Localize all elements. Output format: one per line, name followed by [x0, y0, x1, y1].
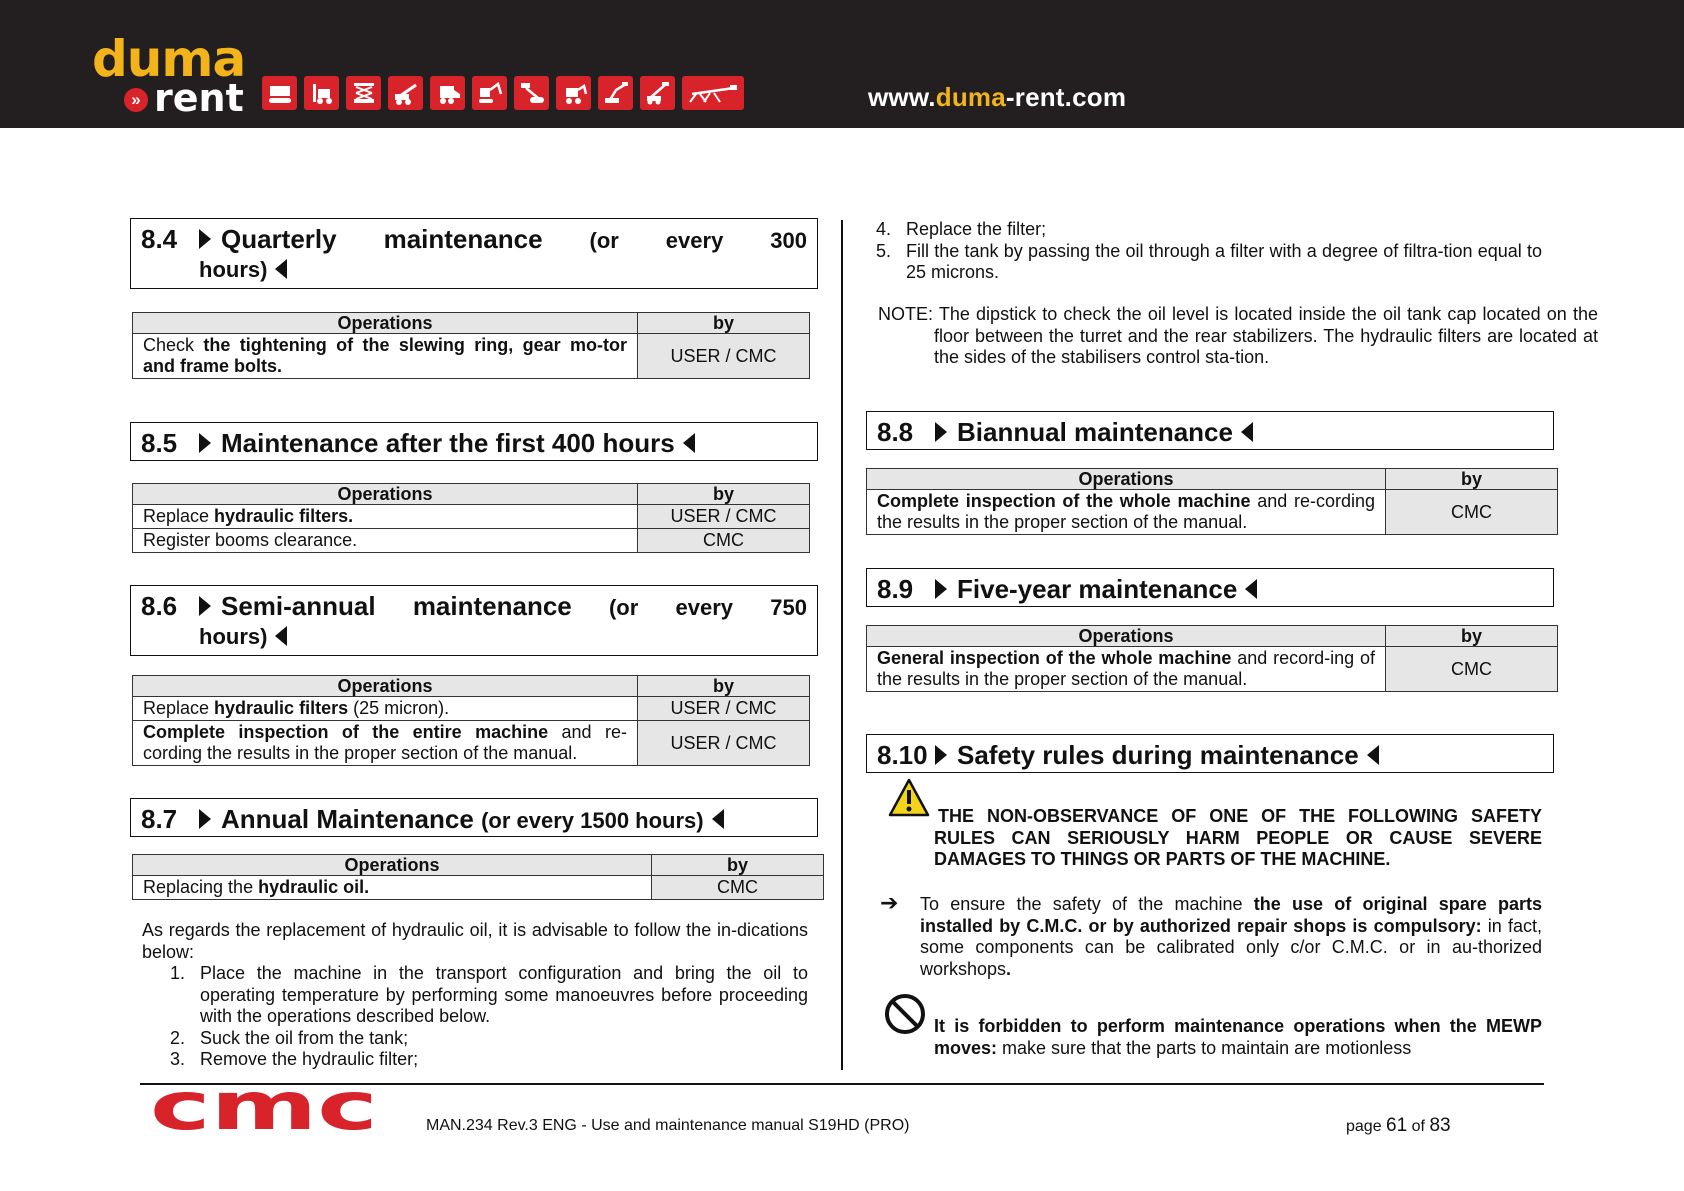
column-header-operations: Operations: [133, 484, 638, 505]
safety-rule-mewp-moves: It is forbidden to perform maintenance operations when the MEWP moves: make sure that the parts to maintain are motionless: [934, 1016, 1542, 1058]
scissor-lift-icon: [346, 76, 381, 110]
page-number: page 61 of 83: [1346, 1115, 1451, 1136]
telehandler-icon: [388, 76, 423, 110]
table-row: [133, 334, 810, 379]
list-item: 3. Remove the hydraulic filter;: [170, 1049, 419, 1069]
table-8-5: [132, 483, 810, 553]
forklift-icon: [304, 76, 339, 110]
table-8-9: [866, 625, 1558, 692]
section-8-8-heading: [866, 411, 1554, 450]
table-row: [133, 721, 810, 766]
warning-triangle-icon: [888, 778, 930, 818]
duma-logo-text: duma: [92, 30, 246, 88]
triangle-left-icon: [712, 809, 724, 829]
table-8-6: [132, 675, 810, 766]
dipstick-note: NOTE: The dipstick to check the oil level is located inside the oil tank cap located on the floor between the turret and the rear stabilizers. The hydraulic filters are located at the sides of the stabilisers control sta-tion.: [878, 304, 1598, 367]
column-header-by: by: [638, 484, 810, 505]
table-row: [133, 876, 824, 900]
column-header-by: by: [652, 855, 824, 876]
section-8-10-heading: [866, 734, 1554, 773]
list-item: 4. Replace the filter;: [876, 219, 1047, 239]
operation-cell: Replace hydraulic filters.: [133, 505, 638, 529]
rent-logo-text: rent: [154, 76, 244, 120]
column-header-operations: Operations: [867, 626, 1386, 647]
by-cell: CMC: [1386, 490, 1558, 535]
operation-cell: Complete inspection of the whole machine and re-cording the results in the proper section of the manual.: [867, 490, 1386, 535]
triangle-right-icon: [199, 229, 211, 249]
section-number: 8.7: [141, 804, 178, 834]
svg-text:cmc: cmc: [150, 1085, 378, 1133]
section-title: Safety rules during maintenance: [935, 740, 1543, 771]
triangle-left-icon: [275, 626, 287, 646]
by-cell: USER / CMC: [638, 697, 810, 721]
table-row: [133, 529, 810, 553]
section-title: Annual Maintenance (or every 1500 hours): [199, 804, 807, 835]
triangle-left-icon: [1241, 422, 1253, 442]
triangle-right-icon: [935, 422, 947, 442]
table-8-4: [132, 312, 810, 379]
section-8-9-heading: [866, 568, 1554, 607]
triangle-left-icon: [275, 259, 287, 279]
triangle-right-icon: [199, 433, 211, 453]
skid-steer-icon: [430, 76, 465, 110]
prohibition-icon: [883, 993, 929, 1035]
section-8-5-heading: [130, 422, 818, 461]
column-header-by: by: [638, 313, 810, 334]
mini-excavator-icon: [472, 76, 507, 110]
triangle-right-icon: [199, 809, 211, 829]
triangle-right-icon: [935, 745, 947, 765]
triangle-right-icon: [935, 579, 947, 599]
safety-warning-text: THE NON-OBSERVANCE OF ONE OF THE FOLLOWING SAFETY RULES CAN SERIOUSLY HARM PEOPLE OR CAUSE SEVERE DAMAGES TO THINGS OR PARTS OF THE MACHINE.: [934, 806, 1542, 869]
safety-rule-spare-parts: To ensure the safety of the machine the use of original spare parts installed by C.M.C. or by authorized repair shops is compulsory: in fact, some components can be calibrated only c/or C.M.C. or in au-thorized workshops.: [920, 894, 1543, 979]
column-header-by: by: [1386, 626, 1558, 647]
document-reference: MAN.234 Rev.3 ENG - Use and maintenance manual S19HD (PRO): [426, 1117, 910, 1134]
header-band: [0, 0, 1684, 128]
by-cell: USER / CMC: [638, 334, 810, 379]
section-title: Semi-annual maintenance (or every 750 hours): [199, 591, 807, 649]
spider-lift-icon: [682, 76, 744, 110]
column-header-operations: Operations: [133, 855, 652, 876]
section-8-7-heading: [130, 798, 818, 837]
triangle-left-icon: [683, 433, 695, 453]
backhoe-icon: [556, 76, 591, 110]
oil-replacement-intro: As regards the replacement of hydraulic oil, it is advisable to follow the in-dications below:: [142, 920, 808, 962]
by-cell: USER / CMC: [638, 721, 810, 766]
by-cell: CMC: [652, 876, 824, 900]
table-row: [133, 505, 810, 529]
operation-cell: General inspection of the whole machine and record-ing of the results in the proper section of the manual.: [867, 647, 1386, 692]
triangle-right-icon: [199, 596, 211, 616]
section-number: 8.5: [141, 428, 178, 458]
truck-boom-icon: [640, 76, 675, 110]
section-number: 8.10: [877, 740, 928, 770]
operation-cell: Replace hydraulic filters (25 micron).: [133, 697, 638, 721]
section-number: 8.4: [141, 224, 178, 254]
column-header-operations: Operations: [133, 313, 638, 334]
tracked-aerial-platform-icon: [514, 76, 549, 110]
cmc-logo: [150, 1085, 380, 1133]
by-cell: CMC: [638, 529, 810, 553]
operation-cell: Register booms clearance.: [133, 529, 638, 553]
section-number: 8.9: [877, 574, 914, 604]
section-title: Five-year maintenance: [935, 574, 1543, 605]
table-row: [133, 697, 810, 721]
oil-replacement-steps: [130, 963, 808, 1071]
table-row: [867, 647, 1558, 692]
table-row: [867, 490, 1558, 535]
triangle-left-icon: [1245, 579, 1257, 599]
table-8-8: [866, 468, 1558, 535]
column-header-by: by: [1386, 469, 1558, 490]
column-header-operations: Operations: [133, 676, 638, 697]
triangle-left-icon: [1367, 745, 1379, 765]
articulated-boom-icon: [598, 76, 633, 110]
section-8-4-heading: [130, 218, 818, 289]
section-title: Quarterly maintenance (or every 300 hours): [199, 224, 807, 282]
column-header-by: by: [638, 676, 810, 697]
by-cell: CMC: [1386, 647, 1558, 692]
list-item: 2. Suck the oil from the tank;: [170, 1027, 409, 1048]
section-number: 8.6: [141, 591, 178, 621]
section-title: Biannual maintenance: [935, 417, 1543, 448]
operation-cell: Check the tightening of the slewing ring, gear mo-tor and frame bolts.: [133, 334, 638, 379]
crawler-carrier-icon: [262, 76, 297, 110]
list-item: 1. Place the machine in the transport configuration and bring the oil to operating temperature by performing some manoeuvres before proceeding with the operations described below.: [170, 963, 808, 1026]
chevron-icon: »: [124, 88, 148, 112]
table-8-7: [132, 854, 824, 900]
list-item: 5. Fill the tank by passing the oil through a filter with a degree of filtra-tion equal to 25 microns.: [876, 240, 1542, 282]
section-number: 8.8: [877, 417, 914, 447]
by-cell: USER / CMC: [638, 505, 810, 529]
operation-cell: Complete inspection of the entire machine and re-cording the results in the proper section of the manual.: [133, 721, 638, 766]
section-title: Maintenance after the first 400 hours: [199, 428, 807, 459]
machine-icons-strip: [262, 76, 744, 110]
oil-replacement-steps-continued: [836, 219, 1542, 284]
site-url[interactable]: www.duma-rent.com: [868, 82, 1127, 112]
column-header-operations: Operations: [867, 469, 1386, 490]
section-8-6-heading: [130, 585, 818, 656]
arrow-right-icon: ➔: [880, 890, 899, 915]
operation-cell: Replacing the hydraulic oil.: [133, 876, 652, 900]
column-divider: [841, 220, 843, 1070]
